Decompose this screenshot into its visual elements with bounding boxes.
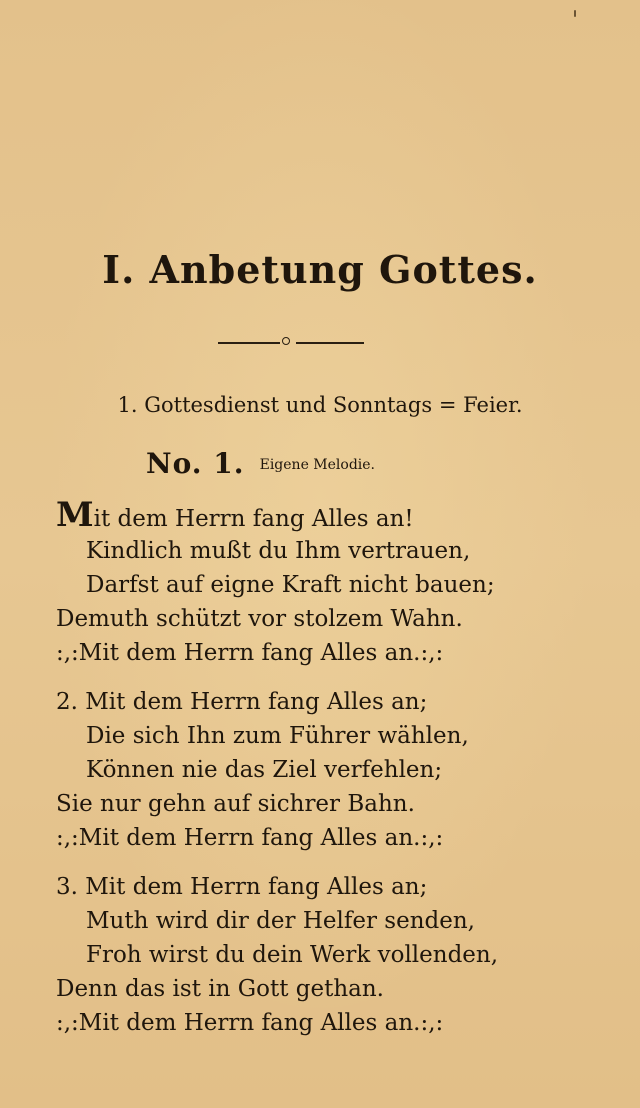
stanza-line: Kindlich mußt du Ihm vertrauen, xyxy=(86,538,471,564)
hymn-text xyxy=(56,495,616,1055)
refrain-line: :,:Mit dem Herrn fang Alles an.:,: xyxy=(56,825,444,851)
section-heading: 1. Gottesdienst und Sonntags = Feier. xyxy=(117,393,523,417)
stanza-line: 3. Mit dem Herrn fang Alles an; xyxy=(56,874,428,900)
stanza-line: Froh wirst du dein Werk vollenden, xyxy=(86,942,499,968)
stanza-line: Darfst auf eigne Kraft nicht bauen; xyxy=(86,572,495,598)
stanza-line: Muth wird dir der Helfer senden, xyxy=(86,908,475,934)
divider-line-left xyxy=(218,342,280,344)
stanza-line: Sie nur gehn auf sichrer Bahn. xyxy=(56,791,415,817)
stanza-2 xyxy=(56,685,616,855)
stanza-line xyxy=(56,495,616,535)
stanza-3 xyxy=(56,870,616,1040)
stanza-line: Demuth schützt vor stolzem Wahn. xyxy=(56,606,463,632)
divider-ring xyxy=(282,337,290,345)
drop-initial: M xyxy=(56,495,94,535)
divider-line-right xyxy=(296,342,364,344)
refrain-line: :,:Mit dem Herrn fang Alles an.:,: xyxy=(56,640,444,666)
refrain-line: :,:Mit dem Herrn fang Alles an.:,: xyxy=(56,1010,444,1036)
ornamental-divider xyxy=(218,332,364,352)
stanza-1 xyxy=(56,495,616,670)
chapter-title: I. Anbetung Gottes. xyxy=(102,247,538,292)
stanza-line: Denn das ist in Gott gethan. xyxy=(56,976,384,1002)
hymn-number: No. 1. xyxy=(146,447,245,480)
stanza-line: 2. Mit dem Herrn fang Alles an; xyxy=(56,689,428,715)
stanza-line-text: it dem Herrn fang Alles an! xyxy=(93,506,414,532)
hymn-header xyxy=(146,444,375,488)
stanza-line: Die sich Ihn zum Führer wählen, xyxy=(86,723,469,749)
paper-speck xyxy=(574,10,576,17)
melody-note: Eigene Melodie. xyxy=(259,457,376,473)
stanza-line: Können nie das Ziel verfehlen; xyxy=(86,757,443,783)
